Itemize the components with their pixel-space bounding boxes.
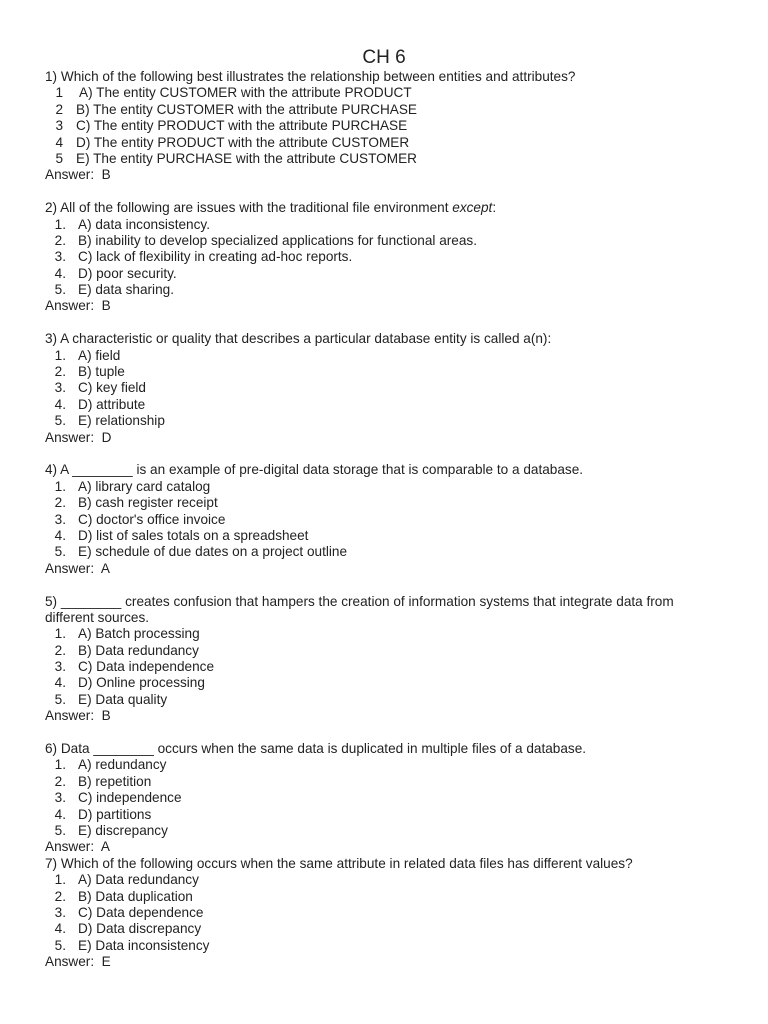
answer-choice xyxy=(45,692,725,708)
question-text-end: : xyxy=(492,200,497,216)
choice-number: 2. xyxy=(54,773,66,789)
choice-number: 5. xyxy=(54,937,66,953)
answer-choice xyxy=(45,774,725,790)
answer-key: Answer: A xyxy=(45,839,110,855)
choice-number: 3. xyxy=(54,380,66,396)
choice-number: 3. xyxy=(54,790,66,806)
answer-choice xyxy=(45,413,725,429)
choice-text: A) Data redundancy xyxy=(78,872,199,888)
answer-choice xyxy=(45,85,725,101)
answer-choice xyxy=(45,938,725,954)
choice-number: 1. xyxy=(54,478,66,494)
choice-text: D) The entity PRODUCT with the attribute CUSTOMER xyxy=(76,134,410,150)
answer-choice xyxy=(45,135,725,151)
answer-choice xyxy=(45,118,725,134)
answer-choice xyxy=(45,151,725,167)
choice-number: 2. xyxy=(54,232,66,248)
choice-text: A) Batch processing xyxy=(78,626,200,642)
choice-text: E) data sharing. xyxy=(78,282,174,298)
spacer xyxy=(45,184,725,200)
question-text: 6) Data ________ occurs when the same data is duplicated in multiple files of a database. xyxy=(45,741,587,757)
answer-choice xyxy=(45,364,725,380)
choice-number: 5. xyxy=(54,823,66,838)
question-text: 3) A characteristic or quality that describes a particular database entity is called a(n): xyxy=(45,331,552,347)
choice-text: B) cash register receipt xyxy=(78,495,218,511)
answer-choice xyxy=(45,823,725,839)
choice-text: D) partitions xyxy=(78,806,152,822)
choice-number: 1. xyxy=(54,216,66,232)
choice-text: E) Data quality xyxy=(78,691,168,707)
choice-number: 1. xyxy=(54,347,66,363)
answer-choice xyxy=(45,757,725,773)
question-text: 7) Which of the following occurs when the same attribute in related data files has different values? xyxy=(45,855,633,871)
spacer xyxy=(45,446,725,462)
answer-choice xyxy=(45,905,725,921)
answer-key: Answer: E xyxy=(45,954,111,970)
question-text: 5) ________ creates confusion that hampers the creation of information systems that integrate data from different sources. xyxy=(45,593,674,625)
spacer xyxy=(45,725,725,741)
choice-number: 5. xyxy=(54,413,66,429)
choice-text: A) field xyxy=(78,347,121,363)
choice-text: E) The entity PURCHASE with the attribute CUSTOMER xyxy=(76,150,417,166)
choice-number: 5. xyxy=(54,282,66,298)
choice-number: 5 xyxy=(55,150,63,166)
choice-number: 4. xyxy=(54,527,66,543)
answer-choice xyxy=(45,626,725,642)
choice-number: 2. xyxy=(54,888,66,904)
choice-number: 3. xyxy=(54,659,66,675)
question-block xyxy=(45,741,725,856)
question-block xyxy=(45,856,725,971)
choice-text: E) Data inconsistency xyxy=(78,937,210,953)
question-block xyxy=(45,462,725,577)
choice-text: B) repetition xyxy=(78,773,152,789)
answer-choice xyxy=(45,872,725,888)
choice-text: C) independence xyxy=(78,790,182,806)
answer-choice xyxy=(45,889,725,905)
answer-choice xyxy=(45,544,725,560)
answer-choice xyxy=(45,282,725,298)
choice-text: B) inability to develop specialized applications for functional areas. xyxy=(78,232,477,248)
question-block xyxy=(45,594,725,725)
answer-choice xyxy=(45,528,725,544)
page-title: CH 6 xyxy=(362,47,406,68)
choice-text: A) library card catalog xyxy=(78,478,211,494)
choice-text: C) Data dependence xyxy=(78,904,204,920)
choice-text: D) poor security. xyxy=(78,265,177,281)
question-list xyxy=(45,69,725,971)
choice-text: B) The entity CUSTOMER with the attribute PURCHASE xyxy=(76,101,417,117)
choice-text: C) lack of flexibility in creating ad-hoc reports. xyxy=(78,249,353,265)
choice-text: B) tuple xyxy=(78,364,125,380)
choice-text: C) doctor's office invoice xyxy=(78,511,226,527)
choice-number: 3. xyxy=(54,249,66,265)
answer-key: Answer: D xyxy=(45,429,112,445)
choice-number: 1. xyxy=(54,626,66,642)
choice-number: 4. xyxy=(54,396,66,412)
spacer xyxy=(45,577,725,593)
choice-number: 4. xyxy=(54,675,66,691)
choice-number: 4. xyxy=(54,806,66,822)
answer-choice xyxy=(45,380,725,396)
choice-text: A) redundancy xyxy=(78,757,167,773)
choice-text: E) relationship xyxy=(78,413,165,429)
choice-text: B) Data duplication xyxy=(78,888,193,904)
choice-text: D) attribute xyxy=(78,396,146,412)
question-block xyxy=(45,200,725,315)
answer-choice xyxy=(45,397,725,413)
answer-key: Answer: B xyxy=(45,298,111,314)
choice-number: 4. xyxy=(54,921,66,937)
choice-number: 5. xyxy=(54,691,66,707)
choice-number: 1. xyxy=(54,757,66,773)
choice-number: 1 xyxy=(55,85,63,101)
answer-choice xyxy=(45,643,725,659)
choice-text: C) key field xyxy=(78,380,146,396)
question-text: 4) A ________ is an example of pre-digital data storage that is comparable to a database. xyxy=(45,462,584,478)
choice-number: 3. xyxy=(54,904,66,920)
choice-number: 1. xyxy=(54,872,66,888)
answer-key: Answer: A xyxy=(45,560,110,576)
choice-number: 3. xyxy=(54,511,66,527)
answer-choice xyxy=(45,217,725,233)
spacer xyxy=(45,315,725,331)
choice-text: E) schedule of due dates on a project outline xyxy=(78,544,348,560)
answer-choice xyxy=(45,266,725,282)
answer-key: Answer: B xyxy=(45,167,111,183)
choice-text: D) Data discrepancy xyxy=(78,921,202,937)
answer-key: Answer: B xyxy=(45,708,111,724)
choice-number: 3 xyxy=(55,118,63,134)
choice-number: 5. xyxy=(54,544,66,560)
choice-number: 4 xyxy=(55,134,63,150)
choice-text: A) data inconsistency. xyxy=(78,216,210,232)
question-block xyxy=(45,331,725,446)
answer-choice xyxy=(45,479,725,495)
choice-number: 2 xyxy=(55,101,63,117)
question-text-start: 2) All of the following are issues with the traditional file environment xyxy=(45,200,453,216)
question-text-emphasis: except xyxy=(452,200,493,216)
answer-choice xyxy=(45,233,725,249)
question-text xyxy=(45,200,725,216)
choice-text: E) discrepancy xyxy=(78,823,168,838)
choice-number: 2. xyxy=(54,364,66,380)
answer-choice xyxy=(45,790,725,806)
answer-choice xyxy=(45,807,725,823)
choice-text: D) list of sales totals on a spreadsheet xyxy=(78,527,309,543)
answer-choice xyxy=(45,675,725,691)
answer-choice xyxy=(45,495,725,511)
choice-number: 2. xyxy=(54,495,66,511)
choice-text: A) The entity CUSTOMER with the attribute PRODUCT xyxy=(76,85,412,101)
answer-choice xyxy=(45,102,725,118)
answer-choice xyxy=(45,249,725,265)
choice-text: C) The entity PRODUCT with the attribute PURCHASE xyxy=(76,118,408,134)
choice-text: D) Online processing xyxy=(78,675,205,691)
answer-choice xyxy=(45,921,725,937)
choice-text: C) Data independence xyxy=(78,659,215,675)
question-text: 1) Which of the following best illustrates the relationship between entities and attributes? xyxy=(45,69,576,84)
choice-number: 2. xyxy=(54,642,66,658)
choice-text: B) Data redundancy xyxy=(78,642,199,658)
question-block xyxy=(45,69,725,184)
choice-number: 4. xyxy=(54,265,66,281)
answer-choice xyxy=(45,659,725,675)
answer-choice xyxy=(45,348,725,364)
answer-choice xyxy=(45,512,725,528)
